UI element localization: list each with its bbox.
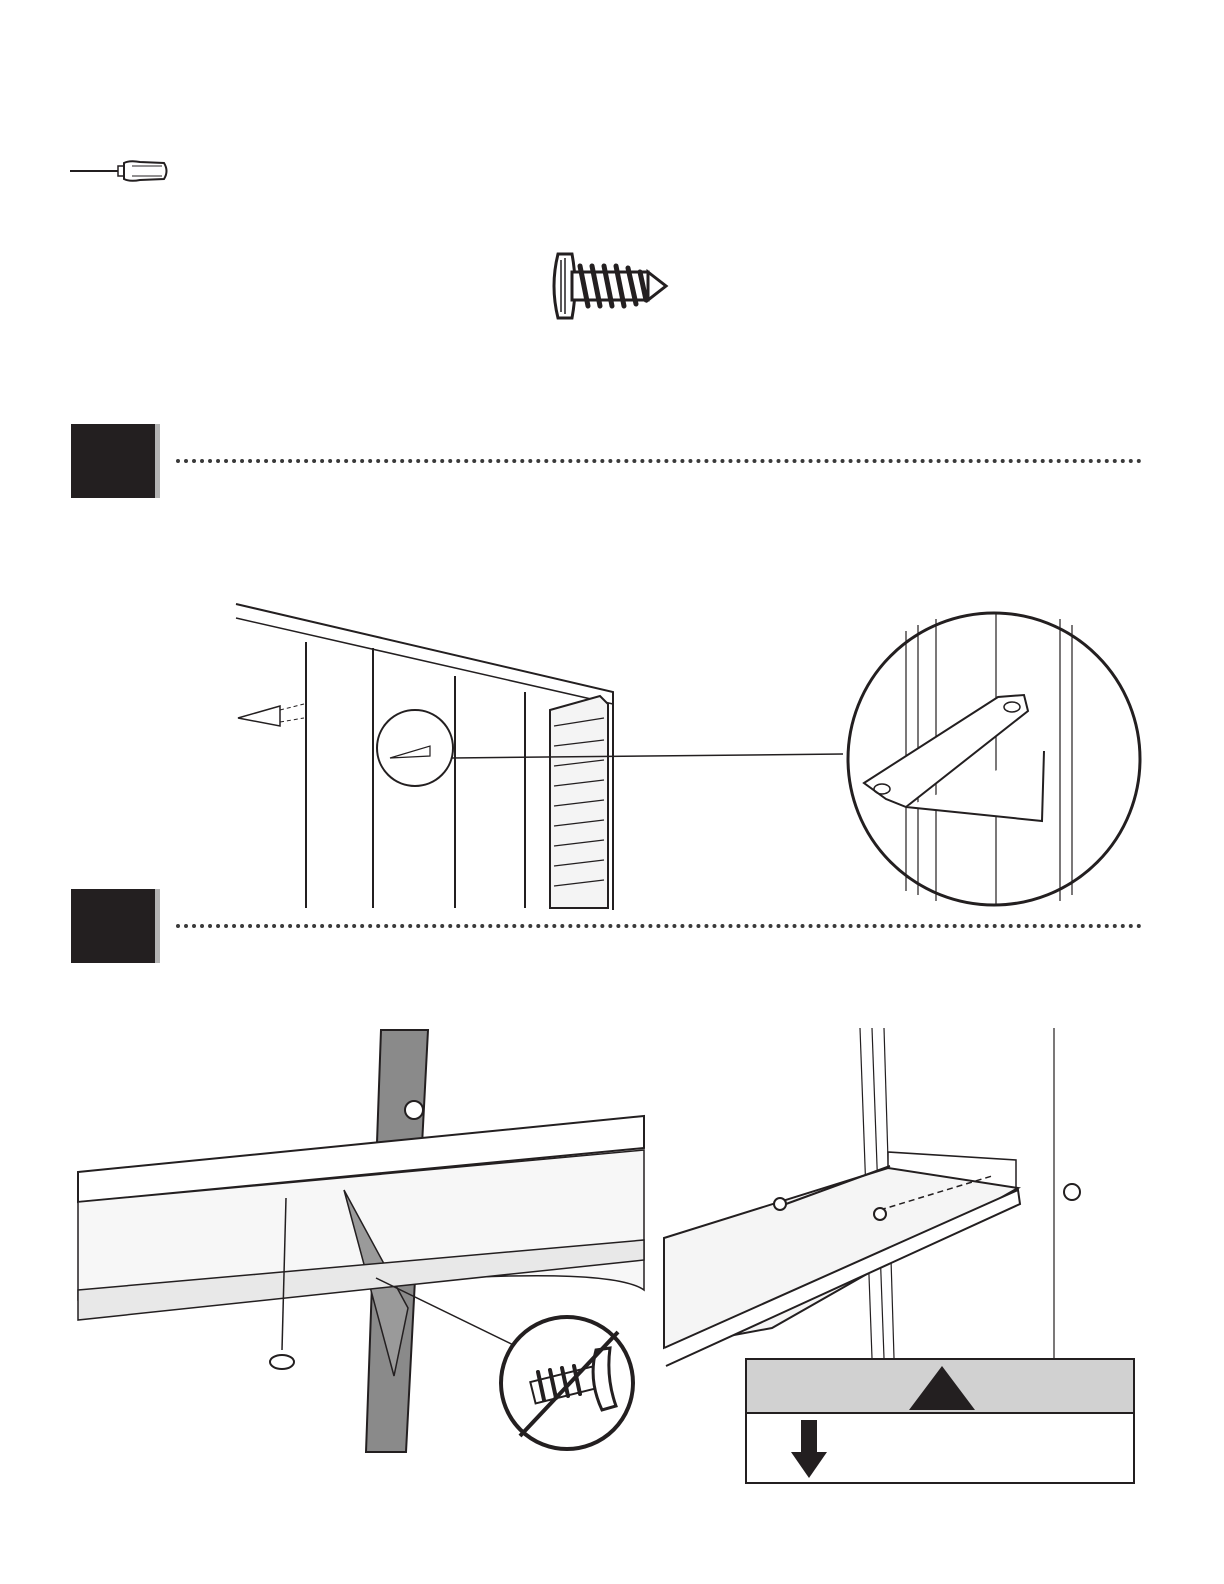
step-marker: [71, 889, 155, 963]
wall-panels-illustration: [228, 600, 628, 912]
step-divider: [176, 459, 1142, 463]
step-marker: [71, 424, 155, 498]
pan-head-screw-icon: [548, 250, 668, 322]
screwdriver-icon: [70, 158, 170, 184]
warning-box: [745, 1358, 1135, 1484]
warning-triangle-icon: [907, 1364, 977, 1424]
down-arrow-icon: [789, 1418, 829, 1480]
shelf-on-wall-illustration: [662, 1028, 1062, 1368]
shelf-bracket-detail: [846, 611, 1142, 907]
no-screw-icon: [498, 1314, 636, 1452]
step-divider: [176, 924, 1142, 928]
